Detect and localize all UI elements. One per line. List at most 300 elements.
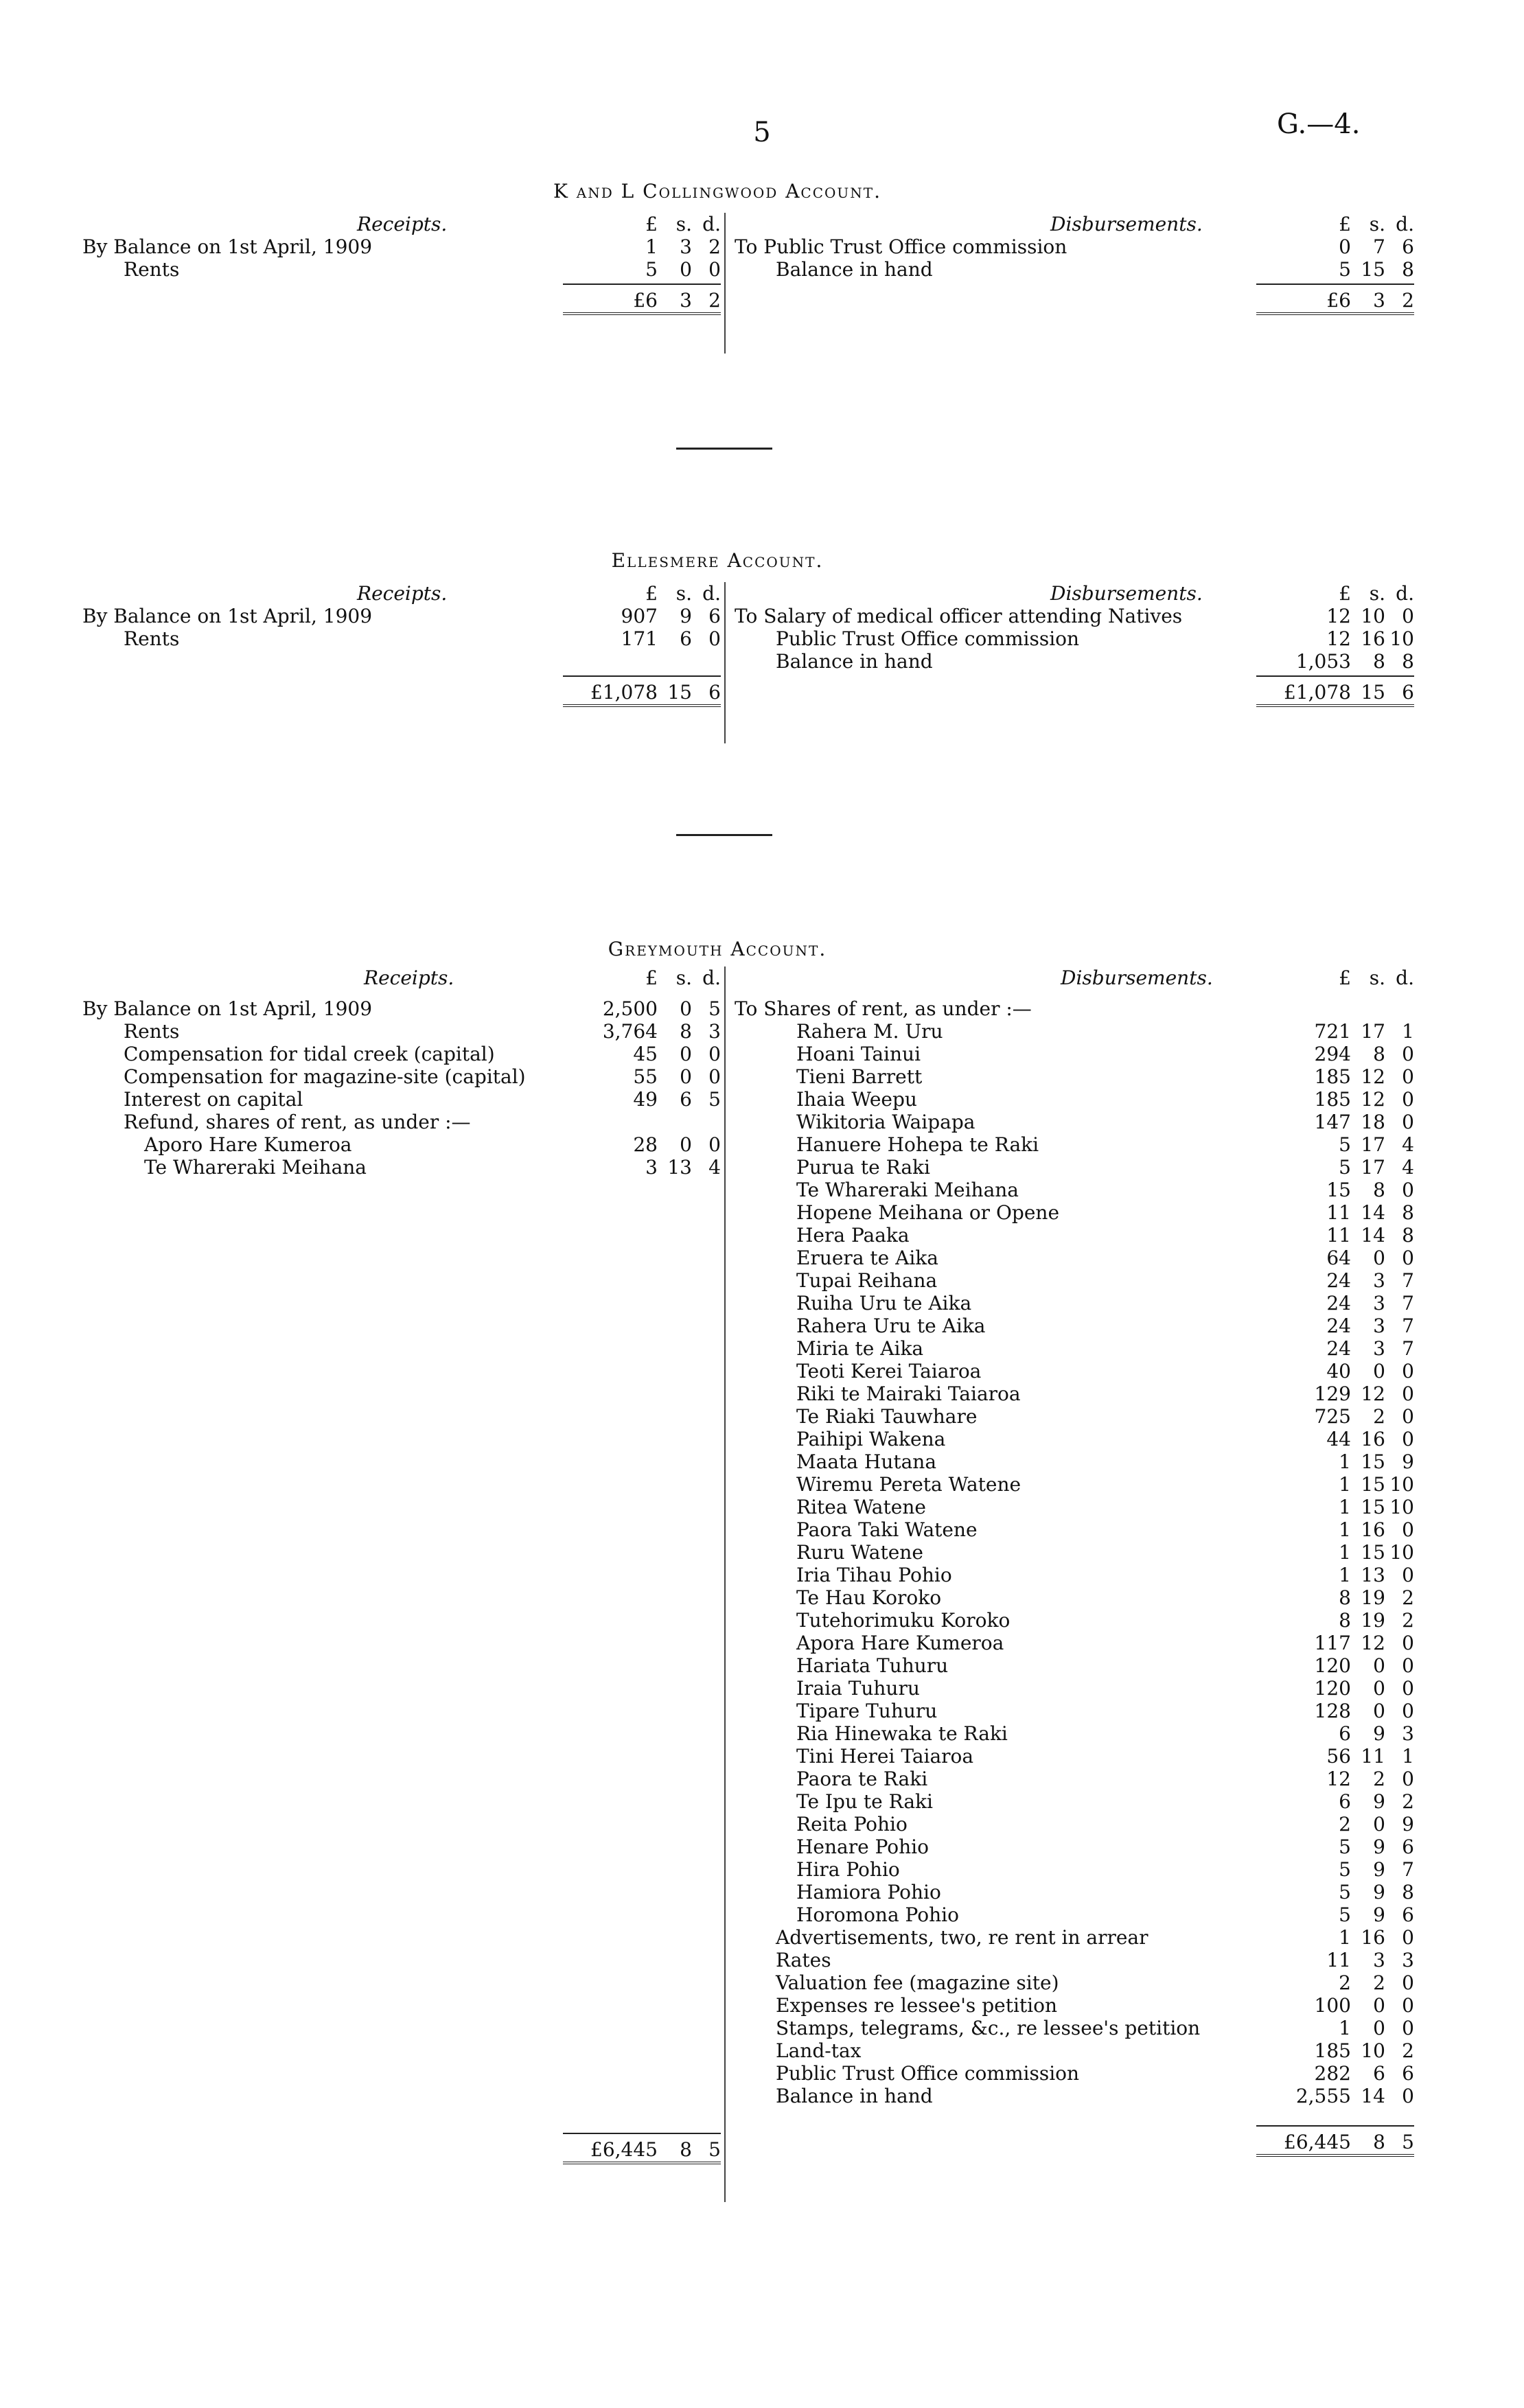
amount-pence: 3	[1402, 1722, 1414, 1745]
amount-pence: 2	[1402, 1609, 1414, 1632]
amount-pounds: £1,078	[1284, 681, 1351, 704]
amount	[1256, 1450, 1414, 1473]
amount-pence: 10	[1389, 1496, 1414, 1518]
amount	[1256, 1405, 1414, 1428]
ledger-row	[735, 1858, 1414, 1881]
ledger-description: Te Whareraki Meihana	[144, 1156, 367, 1179]
ledger-row	[735, 1156, 1414, 1179]
amount-pounds: 3,764	[602, 1020, 658, 1043]
amount-shillings: 17	[1361, 1156, 1385, 1179]
receipts-header	[82, 582, 721, 605]
amount-pence: 0	[1402, 1654, 1414, 1677]
ledger-description: Iraia Tuhuru	[796, 1677, 920, 1700]
ledger-row	[82, 1043, 721, 1065]
amount	[1256, 1654, 1414, 1677]
amount-pence: 8	[1402, 258, 1414, 281]
ellesmere-account	[82, 582, 1414, 747]
amount	[563, 1043, 721, 1065]
total-rule	[563, 2133, 721, 2134]
ledger-description: Reita Pohio	[796, 1813, 908, 1836]
amount-shillings: 3	[680, 235, 692, 258]
money-header	[1256, 213, 1414, 235]
amount-pounds: 5	[1339, 1133, 1351, 1156]
ledger-row	[735, 1020, 1414, 1043]
ledger-description: Rents	[124, 258, 180, 281]
amount	[1256, 1043, 1414, 1065]
ledger-description: Aporo Hare Kumeroa	[144, 1133, 352, 1156]
amount	[1256, 1949, 1414, 1971]
ledger-row	[82, 605, 721, 627]
amount-pence: 7	[1402, 1337, 1414, 1360]
amount-shillings: 16	[1361, 1428, 1385, 1450]
amount-shillings: 3	[1373, 1292, 1385, 1315]
amount-shillings: 15	[1361, 1496, 1385, 1518]
disbursements-header	[735, 966, 1414, 989]
ledger-row	[735, 1201, 1414, 1224]
ledger-description: By Balance on 1st April, 1909	[82, 997, 373, 1020]
amount	[563, 997, 721, 1020]
amount	[563, 1088, 721, 1111]
amount-pounds: 1	[1339, 2017, 1351, 2039]
ledger-row	[735, 1722, 1414, 1745]
amount-shillings: 15	[1361, 1450, 1385, 1473]
amount-pence: 0	[1402, 1971, 1414, 1994]
amount-pounds: 45	[633, 1043, 658, 1065]
amount-pounds: 6	[1339, 1722, 1351, 1745]
amount-shillings: 9	[1373, 1881, 1385, 1903]
receipts-header	[82, 966, 721, 989]
amount-pence: 2	[708, 289, 721, 312]
ledger-description: Tini Herei Taiaroa	[796, 1745, 974, 1768]
amount-pounds: 117	[1314, 1632, 1351, 1654]
column-divider	[724, 582, 726, 743]
amount-shillings: 2	[1373, 1971, 1385, 1994]
ledger-row	[82, 258, 721, 281]
amount-pence: 0	[708, 1133, 721, 1156]
ledger-description: Advertisements, two, re rent in arrear	[776, 1926, 1148, 1949]
amount-pence: 8	[1402, 1224, 1414, 1247]
ledger-row	[735, 1654, 1414, 1677]
ledger-description: Tupai Reihana	[796, 1269, 938, 1292]
ledger-row	[735, 2017, 1414, 2039]
amount-shillings: 9	[1373, 1858, 1385, 1881]
amount	[1256, 2017, 1414, 2039]
shilling-header: s.	[676, 213, 692, 235]
amount	[1256, 1201, 1414, 1224]
ledger-row	[735, 1224, 1414, 1247]
amount-pounds: 2	[1339, 1971, 1351, 1994]
amount-pence: 0	[1402, 2085, 1414, 2107]
amount-pounds: 120	[1314, 1654, 1351, 1677]
amount-pounds: 8	[1339, 1609, 1351, 1632]
amount-pounds: 294	[1314, 1043, 1351, 1065]
amount	[1256, 2039, 1414, 2062]
amount-pounds: 5	[1339, 1836, 1351, 1858]
amount-shillings: 15	[1361, 258, 1385, 281]
ledger-description: Te Riaki Tauwhare	[796, 1405, 978, 1428]
amount-pence: 9	[1402, 1813, 1414, 1836]
ledger-row	[735, 258, 1414, 281]
amount-pence: 0	[1402, 1564, 1414, 1586]
amount	[1256, 1156, 1414, 1179]
amount-shillings: 6	[680, 627, 692, 650]
ledger-description: Tutehorimuku Koroko	[796, 1609, 1011, 1632]
amount	[1256, 1315, 1414, 1337]
ledger-row	[735, 1881, 1414, 1903]
amount-shillings: 2	[1373, 1405, 1385, 1428]
ledger-description: Te Ipu te Raki	[796, 1790, 933, 1813]
ledger-description: Hoani Tainui	[796, 1043, 921, 1065]
amount-shillings: 15	[1361, 1541, 1385, 1564]
amount-shillings: 9	[1373, 1903, 1385, 1926]
amount-shillings: 15	[1361, 1473, 1385, 1496]
amount-shillings: 14	[1361, 1224, 1385, 1247]
account-total	[82, 281, 721, 315]
total-double-rule	[563, 704, 721, 707]
amount-shillings: 12	[1361, 1088, 1385, 1111]
ledger-row	[735, 1473, 1414, 1496]
column-divider	[724, 966, 726, 2202]
ledger-row	[82, 1111, 721, 1133]
total-rule	[563, 283, 721, 285]
amount-shillings: 14	[1361, 2085, 1385, 2107]
disbursements-header	[735, 582, 1414, 605]
amount-pounds: 12	[1326, 1768, 1351, 1790]
amount-pounds: 44	[1326, 1428, 1351, 1450]
total-double-rule	[563, 2162, 721, 2164]
amount-pence: 2	[708, 235, 721, 258]
amount-shillings: 14	[1361, 1201, 1385, 1224]
amount	[1256, 1813, 1414, 1836]
amount	[1256, 1111, 1414, 1133]
amount-shillings: 0	[680, 997, 692, 1020]
ledger-row	[735, 1065, 1414, 1088]
ledger-description: Ruiha Uru te Aika	[796, 1292, 972, 1315]
amount-pence: 0	[1402, 1518, 1414, 1541]
ledger-row	[735, 650, 1414, 673]
total-double-rule	[1256, 704, 1414, 707]
amount-pounds: 907	[621, 605, 658, 627]
amount-pence: 10	[1389, 627, 1414, 650]
amount-pounds: 8	[1339, 1586, 1351, 1609]
collingwood-title: K and L Collingwood Account.	[553, 180, 882, 202]
amount-shillings: 0	[1373, 1700, 1385, 1722]
amount	[1256, 1496, 1414, 1518]
amount-pence: 0	[1402, 1632, 1414, 1654]
amount-pounds: 1	[1339, 1541, 1351, 1564]
ledger-row	[735, 1813, 1414, 1836]
amount-pounds: 1	[1339, 1564, 1351, 1586]
amount-shillings: 18	[1361, 1111, 1385, 1133]
pound-header: £	[1339, 582, 1351, 605]
ledger-description: Iria Tihau Pohio	[796, 1564, 952, 1586]
ledger-description: Rates	[776, 1949, 831, 1971]
amount	[563, 1133, 721, 1156]
amount-pence: 8	[1402, 650, 1414, 673]
ledger-description: Public Trust Office commission	[776, 2062, 1080, 2085]
ledger-row	[735, 1700, 1414, 1722]
ledger-description: To Public Trust Office commission	[735, 235, 1067, 258]
ledger-description: Wikitoria Waipapa	[796, 1111, 975, 1133]
ledger-description: Stamps, telegrams, &c., re lessee's petition	[776, 2017, 1201, 2039]
column-divider	[724, 213, 726, 354]
receipts-header	[82, 213, 721, 235]
money-header	[1256, 582, 1414, 605]
amount	[1256, 1518, 1414, 1541]
ledger-description: Hamiora Pohio	[796, 1881, 941, 1903]
total-double-rule	[563, 312, 721, 315]
disbursements-heading: Disbursements.	[1061, 966, 1213, 989]
amount-pence: 4	[1402, 1133, 1414, 1156]
amount	[1256, 1360, 1414, 1382]
amount-shillings: 9	[680, 605, 692, 627]
amount-pounds: 3	[645, 1156, 658, 1179]
greymouth-receipts	[82, 966, 721, 2164]
amount	[1256, 1133, 1414, 1156]
ellesmere-receipts	[82, 582, 721, 707]
amount-pence: 3	[708, 1020, 721, 1043]
amount-pounds: 129	[1314, 1382, 1351, 1405]
amount	[563, 1111, 721, 1133]
receipts-heading: Receipts.	[357, 582, 448, 605]
section-separator	[676, 834, 772, 836]
amount-pounds: 12	[1326, 627, 1351, 650]
amount-pence: 7	[1402, 1315, 1414, 1337]
amount-pence: 2	[1402, 1586, 1414, 1609]
amount	[1256, 1609, 1414, 1632]
amount-pounds: 1	[645, 235, 658, 258]
pence-header: d.	[702, 966, 721, 989]
amount-pence: 1	[1402, 1745, 1414, 1768]
receipts-heading: Receipts.	[364, 966, 454, 989]
amount	[1256, 1224, 1414, 1247]
ledger-row	[735, 2062, 1414, 2085]
amount-pounds: 12	[1326, 605, 1351, 627]
amount	[1256, 1065, 1414, 1088]
amount-pounds: 1	[1339, 1518, 1351, 1541]
ledger-row	[735, 627, 1414, 650]
ledger-row	[735, 1496, 1414, 1518]
amount-pence: 5	[1402, 2131, 1414, 2153]
amount-pounds: 5	[645, 258, 658, 281]
ledger-description: Teoti Kerei Taiaroa	[796, 1360, 982, 1382]
ledger-row	[735, 605, 1414, 627]
amount-shillings: 12	[1361, 1065, 1385, 1088]
amount-shillings: 0	[1373, 1360, 1385, 1382]
account-total	[82, 673, 721, 707]
amount-pounds: 1	[1339, 1496, 1351, 1518]
amount-shillings: 7	[1373, 235, 1385, 258]
amount-shillings: 3	[680, 289, 692, 312]
ledger-row	[735, 1043, 1414, 1065]
amount-shillings: 12	[1361, 1382, 1385, 1405]
collingwood-receipts	[82, 213, 721, 315]
amount-pence: 4	[708, 1156, 721, 1179]
ledger-row	[735, 1632, 1414, 1654]
amount-shillings: 10	[1361, 2039, 1385, 2062]
ledger-description: To Salary of medical officer attending Natives	[735, 605, 1183, 627]
amount	[1256, 1836, 1414, 1858]
greymouth-account	[82, 966, 1414, 2230]
shares-heading-row	[735, 997, 1414, 1020]
ledger-description: Compensation for magazine-site (capital)	[124, 1065, 526, 1088]
ledger-description: Refund, shares of rent, as under :—	[124, 1111, 471, 1133]
amount-pounds: 5	[1339, 1156, 1351, 1179]
amount-pence: 0	[1402, 605, 1414, 627]
ledger-description: Ria Hinewaka te Raki	[796, 1722, 1008, 1745]
money-header	[563, 966, 721, 989]
ledger-description: Rahera M. Uru	[796, 1020, 943, 1043]
amount-shillings: 0	[680, 1133, 692, 1156]
ledger-row	[735, 1382, 1414, 1405]
ledger-description: Balance in hand	[776, 258, 933, 281]
amount-shillings: 3	[1373, 1315, 1385, 1337]
amount-pounds: 171	[621, 627, 658, 650]
shilling-header: s.	[1369, 582, 1385, 605]
shilling-header: s.	[1369, 213, 1385, 235]
amount-pence: 6	[708, 605, 721, 627]
amount-pence: 0	[1402, 1405, 1414, 1428]
amount	[1256, 1292, 1414, 1315]
amount-shillings: 0	[680, 258, 692, 281]
shilling-header: s.	[676, 966, 692, 989]
amount-pounds: 40	[1326, 1360, 1351, 1382]
ledger-row	[82, 627, 721, 650]
ledger-row	[735, 1360, 1414, 1382]
amount-pounds: 120	[1314, 1677, 1351, 1700]
amount-pounds: £6,445	[590, 2138, 658, 2161]
amount	[1256, 2062, 1414, 2085]
account-total	[735, 673, 1414, 707]
amount-pence: 0	[1402, 1247, 1414, 1269]
amount-pounds: 0	[1339, 235, 1351, 258]
ledger-row	[82, 1133, 721, 1156]
ledger-description: Hera Paaka	[796, 1224, 910, 1247]
amount-shillings: 13	[667, 1156, 692, 1179]
ledger-description: Ritea Watene	[796, 1496, 926, 1518]
amount-pence: 4	[1402, 1156, 1414, 1179]
ledger-row	[735, 1450, 1414, 1473]
amount-pounds: 5	[1339, 258, 1351, 281]
pence-header: d.	[1396, 213, 1414, 235]
amount	[1256, 1337, 1414, 1360]
amount	[1256, 1790, 1414, 1813]
amount-shillings: 17	[1361, 1133, 1385, 1156]
amount-shillings: 3	[1373, 1337, 1385, 1360]
amount	[1256, 1473, 1414, 1496]
amount-shillings: 9	[1373, 1836, 1385, 1858]
ledger-row	[82, 997, 721, 1020]
amount-pounds: 55	[633, 1065, 658, 1088]
greymouth-title: Greymouth Account.	[608, 938, 827, 960]
amount	[1256, 1722, 1414, 1745]
amount-pounds: 5	[1339, 1858, 1351, 1881]
amount	[1256, 681, 1414, 704]
amount	[563, 627, 721, 650]
pound-header: £	[645, 213, 658, 235]
amount-shillings: 2	[1373, 1768, 1385, 1790]
ledger-row	[735, 2085, 1414, 2107]
amount-pounds: 725	[1314, 1405, 1351, 1428]
amount-shillings: 3	[1373, 1949, 1385, 1971]
ledger-row	[735, 1088, 1414, 1111]
amount-pounds: 721	[1314, 1020, 1351, 1043]
ellesmere-disbursements	[735, 582, 1414, 707]
amount-pence: 3	[1402, 1949, 1414, 1971]
ledger-description: Eruera te Aika	[796, 1247, 938, 1269]
amount-pence: 0	[708, 1043, 721, 1065]
amount-shillings: 8	[1373, 1179, 1385, 1201]
ledger-row	[735, 1609, 1414, 1632]
section-separator	[676, 448, 772, 450]
ledger-row	[735, 235, 1414, 258]
collingwood-account	[82, 213, 1414, 357]
total-double-rule	[1256, 2154, 1414, 2157]
amount	[1256, 235, 1414, 258]
amount-pence: 0	[708, 627, 721, 650]
amount-shillings: 3	[1373, 289, 1385, 312]
amount-pence: 6	[1402, 1903, 1414, 1926]
ellesmere-title: Ellesmere Account.	[611, 549, 824, 572]
amount-pence: 0	[708, 1065, 721, 1088]
amount-pounds: 1,053	[1295, 650, 1351, 673]
ledger-row	[735, 1315, 1414, 1337]
ledger-description: Expenses re lessee's petition	[776, 1994, 1057, 2017]
amount	[1256, 1971, 1414, 1994]
amount-pence: 6	[1402, 2062, 1414, 2085]
ledger-row	[735, 1586, 1414, 1609]
account-total	[82, 2130, 721, 2164]
amount	[1256, 258, 1414, 281]
page-number: 5	[753, 117, 771, 148]
total-rule	[563, 675, 721, 677]
amount-pence: 0	[1402, 1768, 1414, 1790]
amount-pence: 0	[1402, 1428, 1414, 1450]
money-header	[563, 582, 721, 605]
amount	[1256, 1586, 1414, 1609]
amount-pounds: 11	[1326, 1949, 1351, 1971]
amount-pounds: 185	[1314, 2039, 1351, 2062]
ledger-row	[82, 1065, 721, 1088]
amount-pence: 0	[1402, 1111, 1414, 1133]
ledger-row	[735, 1790, 1414, 1813]
amount-pence: 0	[1402, 1677, 1414, 1700]
amount	[1256, 1428, 1414, 1450]
amount-shillings: 15	[1361, 681, 1385, 704]
amount	[1256, 1745, 1414, 1768]
ledger-description: Hira Pohio	[796, 1858, 900, 1881]
ledger-row	[735, 1179, 1414, 1201]
amount	[563, 289, 721, 312]
amount-pounds: £6	[633, 289, 658, 312]
amount	[1256, 1858, 1414, 1881]
account-total	[735, 2122, 1414, 2157]
ledger-description: Land-tax	[776, 2039, 862, 2062]
ledger-description: Compensation for tidal creek (capital)	[124, 1043, 495, 1065]
ledger-description: Paora Taki Watene	[796, 1518, 978, 1541]
ledger-row	[735, 1677, 1414, 1700]
amount-pounds: 128	[1314, 1700, 1351, 1722]
amount-shillings: 19	[1361, 1609, 1385, 1632]
amount-pounds: 2,555	[1295, 2085, 1351, 2107]
amount-shillings: 6	[1373, 2062, 1385, 2085]
amount-pence: 0	[1402, 1994, 1414, 2017]
amount-pence: 2	[1402, 1790, 1414, 1813]
amount	[563, 1020, 721, 1043]
amount-shillings: 8	[680, 1020, 692, 1043]
ledger-description: Purua te Raki	[796, 1156, 930, 1179]
amount-pence: 8	[1402, 1881, 1414, 1903]
